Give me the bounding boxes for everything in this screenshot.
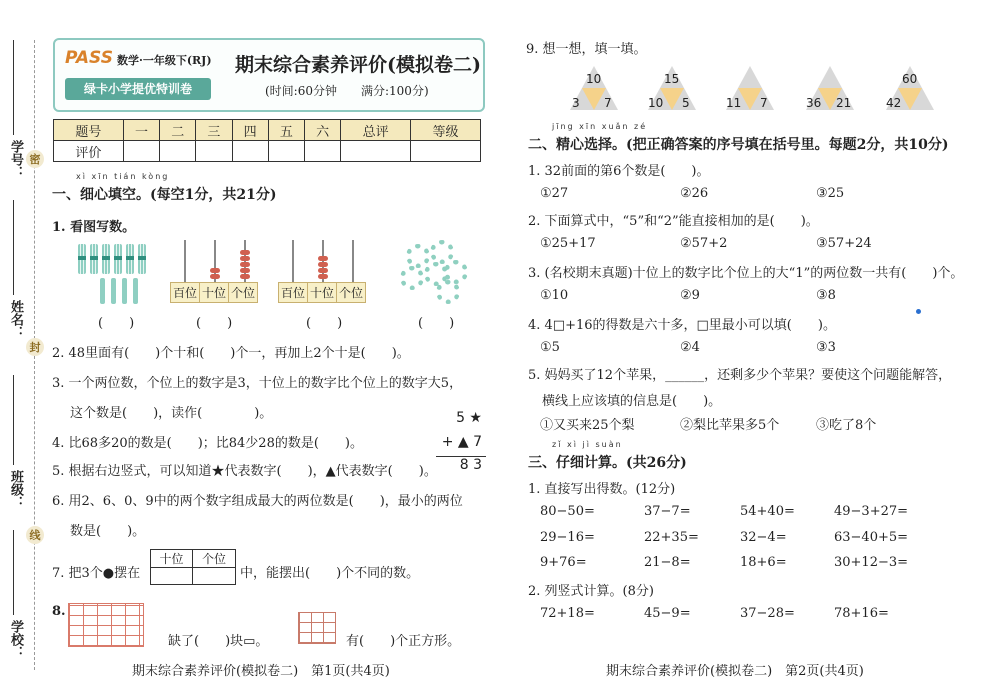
choice-q3-opt1[interactable]: ①10 [540, 288, 569, 303]
abacus-label: 百位 [171, 283, 200, 302]
exam-title: 期末综合素养评价(模拟卷二) [235, 54, 481, 76]
stick-bundle [90, 244, 98, 274]
q6-text-line2[interactable]: 数是( )。 [70, 524, 146, 539]
choice-q4: 4. 4□+16的得数是六十多，□里最小可以填( )。 [528, 318, 836, 333]
q7-box-empty [193, 568, 235, 584]
q7-box-empty [151, 568, 193, 584]
blue-dot [916, 309, 921, 314]
choice-q3-opt3[interactable]: ③8 [816, 288, 836, 303]
calc-item[interactable]: 21−8= [644, 555, 691, 570]
choice-q3-opt2[interactable]: ②9 [680, 288, 700, 303]
stick-bundle [102, 244, 110, 274]
calc2-item[interactable]: 72+18= [540, 606, 595, 621]
abacus-bead [210, 268, 220, 273]
subject-label: 数学·一年级下(RJ) [117, 54, 212, 67]
score-cell: 三 [196, 120, 232, 141]
name-label: 姓名： [8, 300, 23, 339]
section1-title: 一、细心填空。(每空1分，共21分) [52, 187, 277, 203]
calc2-item[interactable]: 78+16= [834, 606, 889, 621]
score-cell: 六 [305, 120, 341, 141]
q1-text: 1. 看图写数。 [52, 220, 136, 235]
triangle-left[interactable]: 36 [806, 96, 822, 110]
vertical-line-2: + ▲ 7 [436, 434, 486, 457]
choice-q3: 3. (名校期末真题)十位上的数字比个位上的大“1”的两位数一共有( )个。 [528, 266, 964, 281]
triangle-right[interactable]: 5 [682, 96, 690, 110]
choice-q1-opt1[interactable]: ①27 [540, 186, 569, 201]
score-cell: 总评 [341, 120, 411, 141]
q1-answer-blank[interactable]: ( ) [196, 316, 233, 331]
footer-left: 期末综合素养评价(模拟卷二) 第1页(共4页) [132, 664, 390, 679]
triangle-right[interactable]: 7 [604, 96, 612, 110]
q7-box-tens: 十位 [151, 550, 193, 568]
q1-abacus-2 [278, 240, 370, 302]
q3-text-line1: 3. 一个两位数，个位上的数字是3，十位上的数字比个位上的数字大5， [52, 376, 463, 391]
abacus-bead [318, 262, 328, 267]
score-cell: 五 [268, 120, 304, 141]
abacus-bead [210, 274, 220, 279]
calc-item[interactable]: 18+6= [740, 555, 787, 570]
triangle-left[interactable]: 3 [572, 96, 580, 110]
q9-text: 9. 想一想，填一填。 [526, 42, 647, 57]
choice-q2-opt1[interactable]: ①25+17 [540, 236, 596, 251]
abacus-label: 个位 [231, 286, 256, 300]
score-cell: 二 [160, 120, 196, 141]
q8-label: 8. [52, 604, 66, 619]
calc-item[interactable]: 32−4= [740, 530, 787, 545]
calc-item[interactable]: 22+35= [644, 530, 699, 545]
abacus-bead [240, 250, 250, 255]
single-stick [122, 278, 127, 304]
stick-bundle [138, 244, 146, 274]
choice-q5-line1: 5. 妈妈买了12个苹果，______，还剩多少个苹果？要使这个问题能解答， [528, 368, 952, 383]
calc-item[interactable]: 49−3+27= [834, 504, 909, 519]
q5-text[interactable]: 5. 根据右边竖式，可以知道★代表数字( )，▲代表数字( )。 [52, 464, 437, 479]
q9-triangle-3 [726, 62, 774, 112]
abacus-label: 十位 [200, 283, 229, 302]
score-input-cell[interactable] [411, 141, 481, 162]
choice-q5-opt2[interactable]: ②梨比苹果多5个 [680, 418, 780, 433]
score-cell: 一 [123, 120, 159, 141]
score-cell: 等级 [411, 120, 481, 141]
choice-q5-line2: 横线上应该填的信息是( )。 [542, 394, 722, 409]
q8-brick-wall [68, 603, 144, 647]
q1-picture-rings [400, 240, 470, 300]
vertical-line-3: 8 3 [459, 457, 482, 473]
calc1-title: 1. 直接写出得数。(12分) [528, 482, 676, 497]
q1-answer-blank[interactable]: ( ) [98, 316, 135, 331]
student-id-label: 学号： [8, 140, 23, 179]
calc-item[interactable]: 80−50= [540, 504, 595, 519]
triangle-left[interactable]: 11 [726, 96, 742, 110]
abacus-bead [240, 256, 250, 261]
score-input-cell[interactable] [232, 141, 268, 162]
brand-logo: PASS [65, 48, 113, 68]
q2-text[interactable]: 2. 48里面有( )个十和( )个一，再加上2个十是( )。 [52, 346, 410, 361]
calc2-item[interactable]: 37−28= [740, 606, 795, 621]
q7-place-value-box [150, 549, 236, 585]
triangle-top[interactable]: 15 [664, 72, 680, 86]
series-badge: 绿卡小学提优特训卷 [65, 78, 211, 100]
calc-item[interactable]: 37−7= [644, 504, 691, 519]
binding-margin [0, 0, 48, 689]
abacus-place-labels [170, 282, 258, 303]
school-label: 学校： [8, 620, 23, 659]
q7-text-part2[interactable]: 中，能摆出( )个不同的数。 [240, 566, 420, 581]
abacus-label: 十位 [308, 283, 337, 302]
calc2-item[interactable]: 45−9= [644, 606, 691, 621]
abacus-bead [240, 262, 250, 267]
score-cell: 评价 [54, 141, 124, 162]
abacus-bead [240, 268, 250, 273]
q8-square-grid [298, 612, 336, 644]
q9-triangle-1 [570, 62, 618, 112]
single-stick [100, 278, 105, 304]
seal-mi: 密 [26, 150, 44, 168]
section1-pinyin: xì xīn tián kòng [76, 172, 170, 181]
exam-meta: (时间:60分钟 满分:100分) [265, 84, 429, 98]
choice-q1-opt2[interactable]: ②26 [680, 186, 709, 201]
triangle-top[interactable]: 60 [902, 72, 918, 86]
score-input-cell[interactable] [123, 141, 159, 162]
seal-feng: 封 [26, 338, 44, 356]
q1-abacus-1 [170, 240, 262, 302]
stick-bundle [78, 244, 86, 274]
vertical-line-1: 5 ★ [456, 410, 482, 426]
abacus-bead [318, 268, 328, 273]
q8a-text[interactable]: 缺了( )块▭。 [168, 634, 269, 649]
q3-text-line2[interactable]: 这个数是( )，读作( )。 [70, 406, 273, 421]
stick-bundle [126, 244, 134, 274]
q9-triangle-2 [648, 62, 696, 112]
abacus-label: 百位 [279, 283, 308, 302]
stick-bundle [114, 244, 122, 274]
abacus-bead [240, 274, 250, 279]
choice-q5-opt3[interactable]: ③吃了8个 [816, 418, 877, 433]
q1-answer-blank[interactable]: ( ) [418, 316, 455, 331]
calc2-title: 2. 列竖式计算。(8分) [528, 584, 654, 599]
q6-text-line1[interactable]: 6. 用2、6、0、9中的两个数字组成最大的两位数是( )，最小的两位 [52, 494, 463, 509]
q4-text[interactable]: 4. 比68多20的数是( )；比84少28的数是( )。 [52, 436, 363, 451]
calc-item[interactable]: 54+40= [740, 504, 795, 519]
score-cell: 四 [232, 120, 268, 141]
calc-item[interactable]: 29−16= [540, 530, 595, 545]
triangle-left[interactable]: 42 [886, 96, 902, 110]
choice-q4-opt2[interactable]: ②4 [680, 340, 700, 355]
score-table-eval-row [54, 141, 481, 162]
choice-q1: 1. 32前面的第6个数是( )。 [528, 164, 710, 179]
choice-q2-opt2[interactable]: ②57+2 [680, 236, 728, 251]
exam-header [53, 38, 485, 112]
score-cell: 题号 [54, 120, 124, 141]
section3-pinyin: zǐ xì jì suàn [552, 440, 623, 449]
abacus-bead [318, 274, 328, 279]
q1-picture-sticks [78, 244, 160, 304]
triangle-right[interactable]: 7 [760, 96, 768, 110]
score-table-header-row [54, 120, 481, 141]
footer-right: 期末综合素养评价(模拟卷二) 第2页(共4页) [606, 664, 864, 679]
q7-text-part1: 7. 把3个●摆在 [52, 566, 141, 581]
score-input-cell[interactable] [196, 141, 232, 162]
name-line[interactable] [13, 200, 14, 295]
section3-title: 三、仔细计算。(共26分) [528, 455, 687, 471]
q9-triangle-5 [886, 62, 934, 112]
student-id-line[interactable] [13, 40, 14, 135]
class-line[interactable] [13, 375, 14, 465]
choice-q4-opt3[interactable]: ③3 [816, 340, 836, 355]
score-input-cell[interactable] [268, 141, 304, 162]
q9-triangle-4 [806, 62, 854, 112]
score-input-cell[interactable] [305, 141, 341, 162]
calc-item[interactable]: 9+76= [540, 555, 587, 570]
score-input-cell[interactable] [160, 141, 196, 162]
section2-pinyin: jīng xīn xuǎn zé [552, 122, 648, 131]
choice-q2: 2. 下面算式中，“5”和“2”能直接相加的是( )。 [528, 214, 819, 229]
choice-q2-opt3[interactable]: ③57+24 [816, 236, 872, 251]
calc-item[interactable]: 63−40+5= [834, 530, 909, 545]
abacus-label: 个位 [339, 286, 364, 300]
school-line[interactable] [13, 530, 14, 615]
q8b-text[interactable]: 有( )个正方形。 [346, 634, 461, 649]
choice-q5-opt1[interactable]: ①又买来25个梨 [540, 418, 635, 433]
single-stick [111, 278, 116, 304]
section2-title: 二、精心选择。(把正确答案的序号填在括号里。每题2分，共10分) [528, 137, 949, 153]
abacus-bead [318, 256, 328, 261]
vertical-addition [436, 410, 486, 473]
triangle-right[interactable]: 21 [836, 96, 852, 110]
calc-item[interactable]: 30+12−3= [834, 555, 909, 570]
seal-xian: 线 [26, 526, 44, 544]
choice-q1-opt3[interactable]: ③25 [816, 186, 845, 201]
triangle-top[interactable]: 10 [586, 72, 602, 86]
class-label: 班级： [8, 470, 23, 509]
choice-q4-opt1[interactable]: ①5 [540, 340, 560, 355]
single-stick [133, 278, 138, 304]
q1-answer-blank[interactable]: ( ) [306, 316, 343, 331]
triangle-left[interactable]: 10 [648, 96, 664, 110]
q7-box-ones: 个位 [193, 550, 235, 568]
abacus-place-labels [278, 282, 366, 303]
score-table [53, 119, 481, 162]
score-input-cell[interactable] [341, 141, 411, 162]
